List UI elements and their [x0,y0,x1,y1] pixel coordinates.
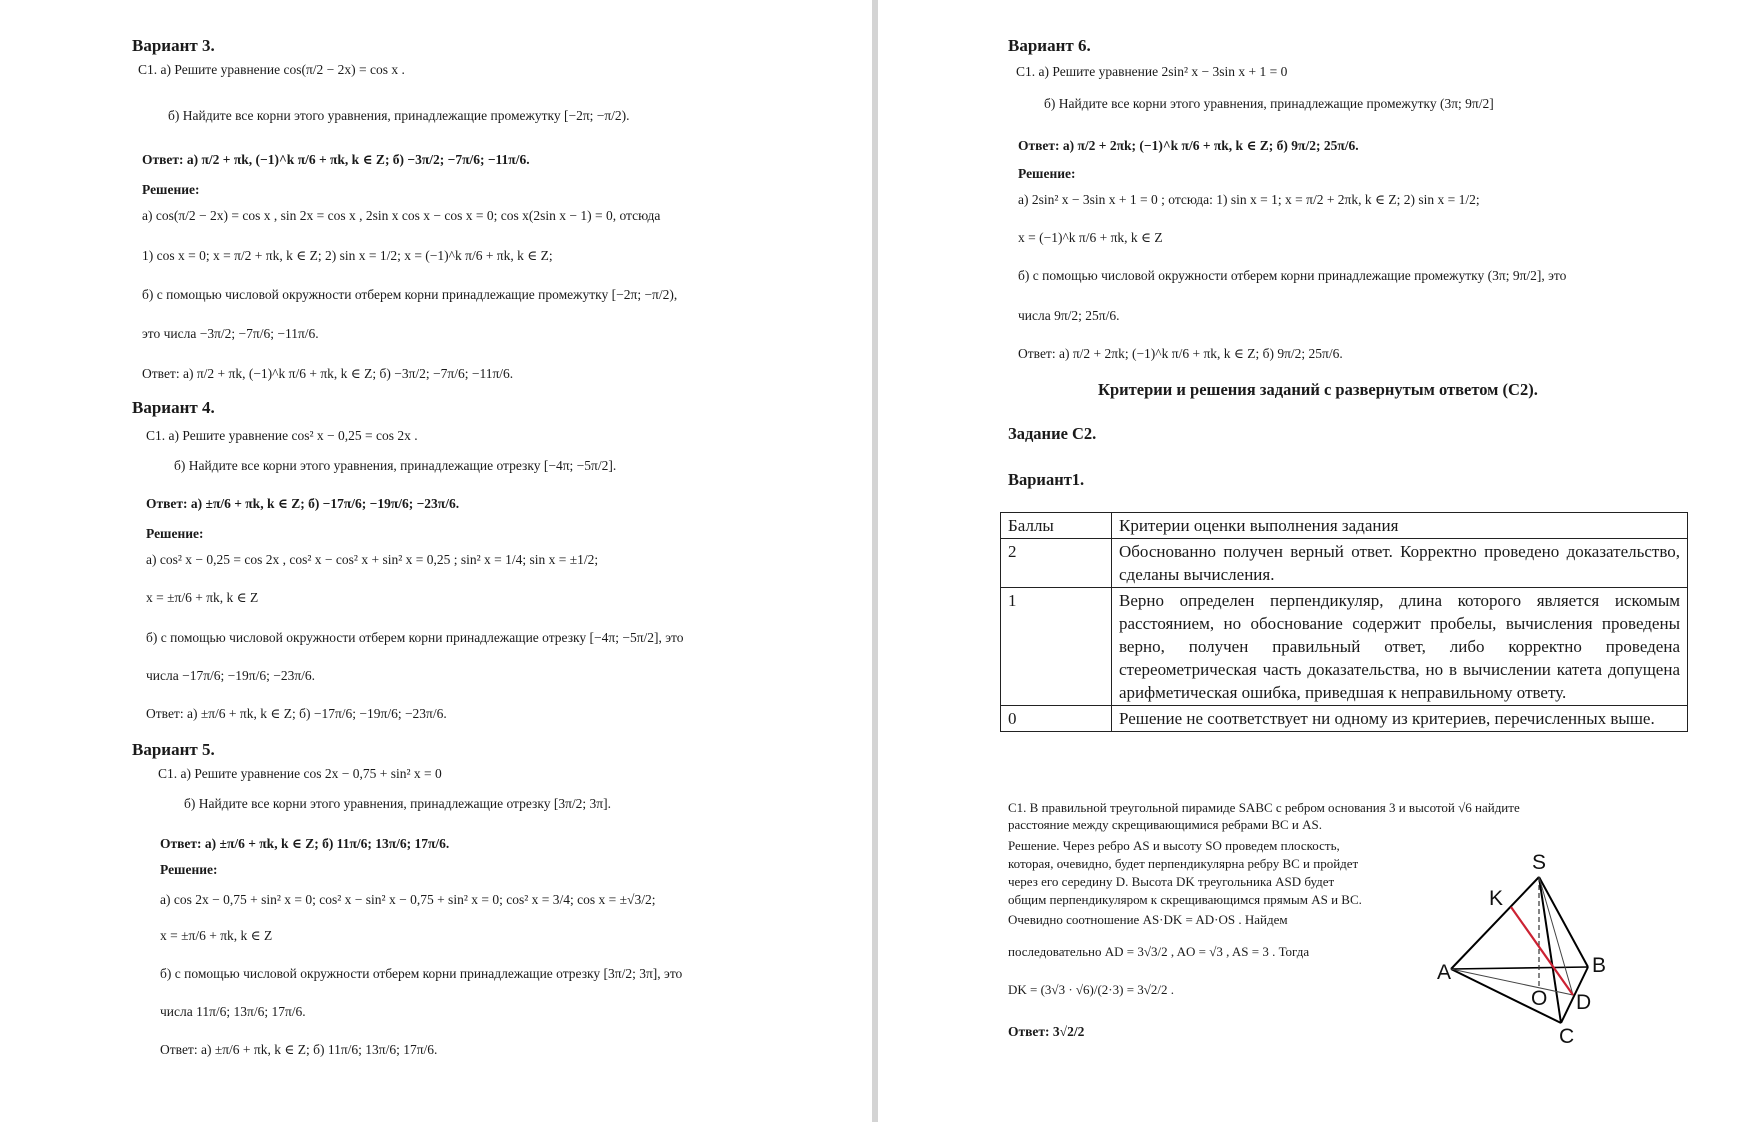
v3-sol-a: а) cos(π/2 − 2x) = cos x , sin 2x = cos x , 2sin x cos x − cos x = 0; cos x(2sin x − 1) = 0, отсюда [142,208,661,223]
c1-solution-line1: Решение. Через ребро AS и высоту SO проведем плоскость, [1008,838,1340,853]
c1-solution-line6: последовательно AD = 3√3/2 , AO = √3 , AS = 3 . Тогда [1008,944,1310,959]
score-cell: 1 [1001,588,1112,706]
label-b: B [1592,954,1607,977]
variant-6-title: Вариант 6. [1008,36,1091,55]
v3-task-b: б) Найдите все корни этого уравнения, принадлежащие промежутку [−2π; −π/2). [168,108,630,123]
c1-answer: Ответ: 3√2/2 [1008,1024,1085,1039]
v6-answer: Ответ: а) π/2 + 2πk; (−1)^k π/6 + πk, k ∈ Z; б) 9π/2; 25π/6. [1018,138,1359,153]
edge-ab [1451,967,1588,969]
v3-answer: Ответ: а) π/2 + πk, (−1)^k π/6 + πk, k ∈ Z; б) −3π/2; −7π/6; −11π/6. [142,152,530,167]
criteria-heading: Критерии и решения заданий с развернутым ответом (С2). [1098,380,1538,399]
v6-sol-a2: x = (−1)^k π/6 + πk, k ∈ Z [1018,230,1163,245]
table-row [1001,706,1688,732]
v4-solution-label: Решение: [146,526,204,541]
v4-sol-b: б) с помощью числовой окружности отберем корни принадлежащие отрезку [−4π; −5π/2], это [146,630,684,645]
v4-sol-a: а) cos² x − 0,25 = cos 2x , cos² x − cos² x + sin² x = 0,25 ; sin² x = 1/4; sin x = ±1/2; [146,552,599,567]
v4-sol-a2: x = ±π/6 + πk, k ∈ Z [146,590,259,605]
variant-4-title: Вариант 4. [132,398,215,417]
v6-final: Ответ: а) π/2 + 2πk; (−1)^k π/6 + πk, k ∈ Z; б) 9π/2; 25π/6. [1018,346,1343,361]
v4-answer: Ответ: а) ±π/6 + πk, k ∈ Z; б) −17π/6; −19π/6; −23π/6. [146,496,460,511]
v5-sol-b: б) с помощью числовой окружности отберем корни принадлежащие отрезку [3π/2; 3π], это [160,966,683,981]
label-c: C [1559,1025,1575,1048]
variant-5-title: Вариант 5. [132,740,215,759]
v4-final: Ответ: а) ±π/6 + πk, k ∈ Z; б) −17π/6; −19π/6; −23π/6. [146,706,447,721]
v5-sol-b2: числа 11π/6; 13π/6; 17π/6. [160,1004,306,1019]
c1-solution-line7: DK = (3√3 · √6)/(2·3) = 3√2/2 . [1008,982,1175,997]
label-k: K [1489,887,1504,910]
c1-solution-line4: общим перпендикуляром к скрещивающимся прямым AS и BC. [1008,892,1362,907]
table-row [1001,539,1688,588]
v6-solution-label: Решение: [1018,166,1076,181]
v6-sol-b: б) с помощью числовой окружности отберем корни принадлежащие промежутку (3π; 9π/2], это [1018,268,1567,283]
v3-sol-a2: 1) cos x = 0; x = π/2 + πk, k ∈ Z; 2) sin x = 1/2; x = (−1)^k π/6 + πk, k ∈ Z; [142,248,553,263]
v6-sol-a: а) 2sin² x − 3sin x + 1 = 0 ; отсюда: 1) sin x = 1; x = π/2 + 2πk, k ∈ Z; 2) sin x = 1/2; [1018,192,1480,207]
table-row [1001,588,1688,706]
label-a: A [1437,961,1452,984]
v6-task-a: C1. а) Решите уравнение 2sin² x − 3sin x + 1 = 0 [1016,64,1288,79]
segment-sd [1539,877,1573,995]
v6-task-b: б) Найдите все корни этого уравнения, принадлежащие промежутку (3π; 9π/2] [1044,96,1494,111]
left-page [0,0,872,1122]
v5-task-a: C1. а) Решите уравнение cos 2x − 0,75 + sin² x = 0 [158,766,442,781]
label-s: S [1532,851,1547,874]
v5-solution-label: Решение: [160,862,218,877]
criteria-cell: Обоснованно получен верный ответ. Корректно проведено доказательство, сделаны вычисления. [1112,539,1688,588]
criteria-table [1000,512,1688,732]
perpendicular-dk [1511,907,1573,995]
v3-sol-b: б) с помощью числовой окружности отберем корни принадлежащие промежутку [−2π; −π/2), [142,287,678,302]
score-cell: 0 [1001,706,1112,732]
v5-sol-a: а) cos 2x − 0,75 + sin² x = 0; cos² x − sin² x − 0,75 + sin² x = 0; cos² x = 3/4; cos x = ±√3/2; [160,892,656,907]
v3-solution-label: Решение: [142,182,200,197]
v6-sol-b2: числа 9π/2; 25π/6. [1018,308,1120,323]
c1-statement-line2: расстояние между скрещивающимися ребрами BC и AS. [1008,817,1323,832]
table-header-cell: Критерии оценки выполнения задания [1112,513,1688,539]
v5-task-b: б) Найдите все корни этого уравнения, принадлежащие отрезку [3π/2; 3π]. [184,796,611,811]
table-header-row [1001,513,1688,539]
c1-solution-line2: которая, очевидно, будет перпендикулярна ребру BC и пройдет [1008,856,1359,871]
v5-answer: Ответ: а) ±π/6 + πk, k ∈ Z; б) 11π/6; 13π/6; 17π/6. [160,836,450,851]
v3-sol-b2: это числа −3π/2; −7π/6; −11π/6. [142,326,319,341]
score-cell: 2 [1001,539,1112,588]
v3-task-a: C1. а) Решите уравнение cos(π/2 − 2x) = cos x . [138,62,405,77]
criteria-cell: Верно определен перпендикуляр, длина которого является искомым расстоянием, но обоснование содержит пробелы, вычисления проведены верно, получен правильный ответ, либо корректно проведена стереометрическая часть доказательства, но в вычислении катета допущена арифметическая ошибка, приведшая к неправильному ответу. [1112,588,1688,706]
v3-final: Ответ: а) π/2 + πk, (−1)^k π/6 + πk, k ∈ Z; б) −3π/2; −7π/6; −11π/6. [142,366,514,381]
table-header-cell: Баллы [1001,513,1112,539]
c1-solution-line5: Очевидно соотношение AS·DK = AD·OS . Найдем [1008,912,1288,927]
v4-sol-b2: числа −17π/6; −19π/6; −23π/6. [146,668,316,683]
criteria-cell: Решение не соответствует ни одному из критериев, перечисленных выше. [1112,706,1688,732]
v5-sol-a2: x = ±π/6 + πk, k ∈ Z [160,928,273,943]
label-o: O [1531,987,1548,1010]
right-page [878,0,1752,1122]
v5-final: Ответ: а) ±π/6 + πk, k ∈ Z; б) 11π/6; 13π/6; 17π/6. [160,1042,438,1057]
pyramid-diagram [1437,845,1635,1048]
variant-3-title: Вариант 3. [132,36,215,55]
task-c2-heading: Задание С2. [1008,424,1097,443]
v4-task-b: б) Найдите все корни этого уравнения, принадлежащие отрезку [−4π; −5π/2]. [174,458,617,473]
variant1-heading: Вариант1. [1008,470,1085,489]
c1-statement-line1: C1. В правильной треугольной пирамиде SABC с ребром основания 3 и высотой √6 найдите [1008,800,1520,815]
c1-solution-line3: через его середину D. Высота DK треугольника ASD будет [1008,874,1335,889]
label-d: D [1576,991,1592,1014]
v4-task-a: C1. а) Решите уравнение cos² x − 0,25 = cos 2x . [146,428,418,443]
